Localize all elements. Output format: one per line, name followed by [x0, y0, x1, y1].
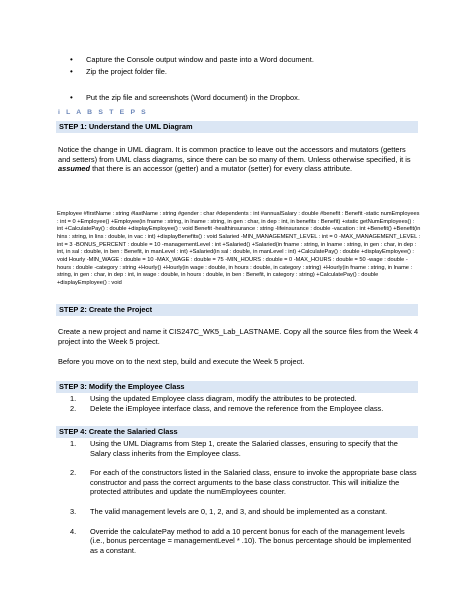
- list-item: [70, 527, 418, 556]
- list-item: [70, 468, 418, 497]
- list-text: Delete the iEmployee interface class, and remove the reference from the Employee class.: [90, 403, 384, 413]
- list-text: For each of the constructors listed in the Salaried class, ensure to invoke the appropriate base class constructor and pass the correct arguments to the base class constructor. This will initialize the protected attributes and update the numEmployees counter.: [90, 468, 417, 497]
- step-2-paragraph-1: Create a new project and name it CIS247C_WK5_Lab_LASTNAME. Copy all the source files from the Week 4 project into the Week 5 project.: [58, 327, 419, 346]
- step-3-heading: STEP 3: Modify the Employee Class: [56, 381, 418, 393]
- step-2-paragraph-2: Before you move on to the next step, build and execute the Week 5 project.: [58, 357, 305, 366]
- step-4-heading: STEP 4: Create the Salaried Class: [56, 426, 418, 438]
- list-text: The valid management levels are 0, 1, 2, and 3, and should be implemented as a constant.: [90, 506, 388, 516]
- bullet-item: • Put the zip file and screenshots (Word document) in the Dropbox.: [70, 93, 430, 103]
- step-1-text-a: Notice the change in UML diagram. It is common practice to leave out the accessors and mutators (getters and setters) from UML class diagrams, since there can be so many of them. Unless otherwise specified, it is: [58, 145, 411, 164]
- list-number: 2.: [70, 468, 77, 478]
- uml-diagram-text: Employee #firstName : string #lastName : string #gender : char #dependents : int #annualSalary : double #benefit : Benefit -static numEmployees : int = 0 +Employee() +Employee(in fname : string, in lname : string, in gen : char, in dep : int, in benefits : Benefit) +static getNumEmployees() : int +CalculatePay() : double +displayEmployee() : void Benefit -healthinsurance : string -lifeinsurance : double -vacation : int +Benefit() +Benefit(in hins : string, in lins : double, in vac : int) +displayBenefits() : void Salaried -MIN_MANAGEMENT_LEVEL : int = 0 -MAX_MANAGEMENT_LEVEL : int = 3 -BONUS_PERCENT : double = 10 -managementLevel : int +Salaried() +Salaried(in fname : string, in lname : string, in gen : char, in dep : int, in sal : double, in ben : Benefit, in manLevel : int) +Salaried(in sal : double, in manLevel : int) +CalculatePay() : double +displayEmployee() : void Hourly -MIN_WAGE : double = 10 -MAX_WAGE : double = 75 -MIN_HOURS : double = 0 -MAX_HOURS : double = 50 -wage : double -hours : double -category : string +Hourly() +Hourly(in wage : double, in hours : double, in category : string) +Hourly(in fname : string, in lname : string, in gen : char, in dep : int, in wage : double, in hours : double, in ben : Benefit, in category : string) +CalculatePay() : double +displayEmployee() : void: [57, 211, 421, 286]
- list-item: [70, 507, 418, 517]
- list-item: [70, 404, 418, 414]
- lab-steps-heading: i L A B S T E P S: [58, 109, 148, 116]
- list-number: 1.: [70, 394, 77, 403]
- step-1-heading: STEP 1: Understand the UML Diagram: [56, 121, 418, 133]
- list-item: [70, 439, 418, 458]
- bullet-item: • Zip the project folder file.: [70, 67, 430, 77]
- list-number: 1.: [70, 439, 77, 448]
- step-2-heading: STEP 2: Create the Project: [56, 304, 418, 316]
- list-text: Override the calculatePay method to add a 10 percent bonus for each of the management levels (i.e., bonus percentage = managementLevel * .10). The bonus percentage should be implemented as a constant.: [90, 526, 411, 555]
- list-text: Using the UML Diagrams from Step 1, create the Salaried classes, ensuring to specify that the Salary class inherits from the Employee class.: [90, 439, 398, 458]
- step-1-paragraph: [58, 145, 420, 174]
- submission-bullet-list: [70, 55, 430, 103]
- step-4-list: [70, 439, 418, 555]
- list-number: 3.: [70, 506, 77, 516]
- step-3-list: [70, 394, 418, 413]
- list-number: 4.: [70, 526, 77, 536]
- list-number: 2.: [70, 403, 77, 413]
- step-1-emphasis: assumed: [58, 164, 91, 174]
- list-text: Using the updated Employee class diagram, modify the attributes to be protected.: [90, 394, 357, 403]
- step-1-text-b: that there is an accessor (getter) and a mutator (setter) for every class attribute.: [90, 164, 353, 174]
- list-item: [70, 394, 418, 404]
- bullet-item: • Capture the Console output window and paste into a Word document.: [70, 55, 430, 65]
